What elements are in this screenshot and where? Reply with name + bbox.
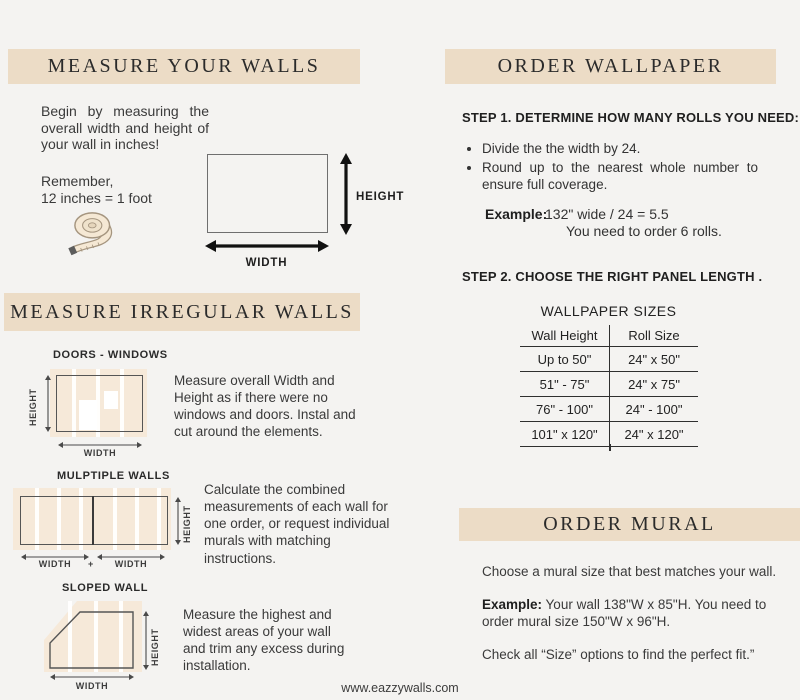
width-label: WIDTH	[75, 681, 109, 691]
col-wall-height: Wall Height	[520, 325, 610, 347]
width-label: WIDTH	[38, 559, 72, 569]
cell-wall-height: 101" x 120"	[520, 422, 610, 447]
height-arrow-icon	[44, 375, 52, 432]
mural-text-1: Choose a mural size that best matches your wall.	[482, 564, 777, 579]
width-label: WIDTH	[245, 257, 288, 269]
measuring-tape-icon	[66, 209, 130, 261]
height-label: HEIGHT	[182, 505, 192, 543]
doors-windows-text: Measure overall Width and Height as if there were no windows and doors. Instal and cut around the elements.	[174, 373, 356, 440]
doors-windows-wall-outline	[56, 375, 143, 432]
measure-irregular-title: MEASURE IRREGULAR WALLS	[10, 300, 354, 323]
bullet-item: • Round up to the nearest whole number to ensure full coverage.	[482, 159, 758, 193]
step2-heading: STEP 2. CHOOSE THE RIGHT PANEL LENGTH .	[462, 269, 763, 284]
mural-example-text: Your wall 138"W x 85"H. You need to order mural size 150"W x 96"H.	[482, 596, 767, 630]
mural-example	[482, 596, 780, 631]
bullet-item: • Divide the the width by 24.	[482, 140, 758, 157]
step1-example-label: Example:	[485, 206, 548, 222]
table-divider-extension	[609, 444, 611, 451]
mural-text-3: Check all “Size” options to find the perfect fit.”	[482, 646, 755, 662]
cell-wall-height: 51" - 75"	[520, 372, 610, 397]
cell-roll-size: 24" - 100"	[610, 397, 699, 422]
measure-walls-header-bar	[8, 49, 360, 84]
multiple-walls-outline	[20, 496, 168, 545]
website-footer: www.eazzywalls.com	[341, 681, 459, 695]
height-arrow-icon	[174, 497, 182, 545]
col-roll-size: Roll Size	[610, 325, 699, 347]
measure-irregular-header-bar	[4, 293, 360, 331]
sloped-wall-diagram	[40, 598, 148, 676]
remember-line-1: Remember,	[41, 173, 114, 189]
wall-divider-line	[92, 496, 94, 545]
table-row	[520, 422, 698, 447]
doors-windows-label: DOORS - WINDOWS	[53, 349, 168, 361]
cell-roll-size: 24" x 50"	[610, 347, 699, 372]
height-label: HEIGHT	[28, 388, 38, 426]
measure-walls-title: MEASURE YOUR WALLS	[47, 55, 321, 77]
order-mural-header-bar	[459, 508, 800, 541]
height-label: HEIGHT	[150, 628, 160, 666]
width-label: WIDTH	[83, 448, 117, 458]
order-wallpaper-title: ORDER WALLPAPER	[497, 55, 724, 77]
step1-example-note: You need to order 6 rolls.	[566, 223, 722, 239]
height-arrow-icon	[339, 153, 353, 235]
wallpaper-sizes-title: WALLPAPER SIZES	[540, 303, 677, 319]
cell-roll-size: 24" x 75"	[610, 372, 699, 397]
wallpaper-sizes-table	[520, 325, 698, 447]
height-label: HEIGHT	[356, 191, 405, 203]
table-row	[520, 372, 698, 397]
step1-example-value: 132" wide / 24 = 5.5	[545, 206, 669, 222]
width-label: WIDTH	[114, 559, 148, 569]
remember-line-2: 12 inches = 1 foot	[41, 189, 152, 206]
mural-example-label: Example:	[482, 596, 543, 612]
plus-sign: +	[88, 559, 94, 569]
cell-wall-height: Up to 50"	[520, 347, 610, 372]
height-arrow-icon	[142, 611, 150, 670]
wall-diagram-rect	[207, 154, 328, 233]
order-mural-title: ORDER MURAL	[543, 513, 716, 535]
width-arrow-icon	[50, 673, 134, 681]
window-shape	[104, 391, 118, 409]
step1-heading: STEP 1. DETERMINE HOW MANY ROLLS YOU NEED:	[462, 110, 800, 125]
multiple-walls-text: Calculate the combined measurements of each wall for one order, or request individual murals with matching instructions.	[204, 482, 390, 566]
width-arrow-icon	[205, 239, 329, 253]
measure-walls-intro: Begin by measuring the overall width and height of your wall in inches!	[41, 103, 209, 153]
sloped-wall-label: SLOPED WALL	[62, 582, 149, 594]
table-row	[520, 397, 698, 422]
step1-bullet-list	[468, 140, 758, 195]
sloped-wall-text: Measure the highest and widest areas of your wall and trim any excess during installation.	[183, 607, 345, 674]
door-shape	[79, 400, 97, 430]
cell-roll-size: 24" x 120"	[610, 422, 699, 447]
multiple-walls-label: MULPTIPLE WALLS	[57, 470, 170, 482]
order-wallpaper-header-bar	[445, 49, 776, 84]
table-row	[520, 347, 698, 372]
table-header-row	[520, 325, 698, 347]
cell-wall-height: 76" - 100"	[520, 397, 610, 422]
